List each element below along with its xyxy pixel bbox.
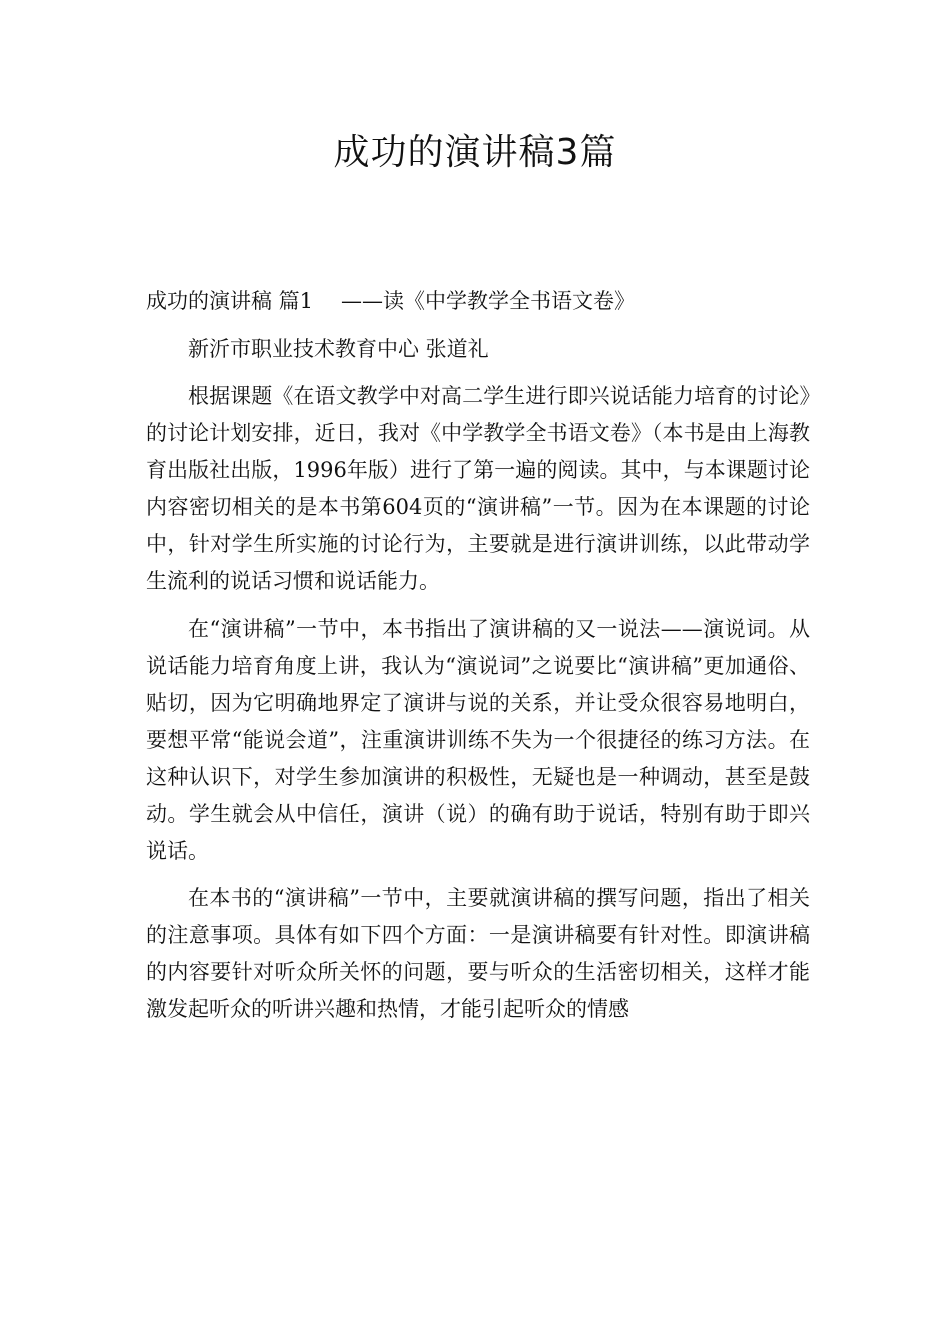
document-body bbox=[146, 283, 810, 1039]
author-line: 新沂市职业技术教育中心 张道礼 bbox=[188, 336, 489, 361]
document-title: 成功的演讲稿3篇 bbox=[333, 132, 617, 173]
section-heading bbox=[146, 283, 810, 320]
paragraph-2: 在“演讲稿”一节中，本书指出了演讲稿的又一说法——演说词。从说话能力培育角度上讲，我认为“演说词”之说要比“演讲稿”更加通俗、贴切，因为它明确地界定了演讲与说的关系，并让受众很容易地明白，要想平常“能说会道”，注重演讲训练不失为一个很捷径的练习方法。在这种认识下，对学生参加演讲的积极性，无疑也是一种调动，甚至是鼓动。学生就会从中信任，演讲（说）的确有助于说话，特别有助于即兴说话。 bbox=[146, 616, 810, 863]
paragraph-1: 根据课题《在语文教学中对高二学生进行即兴说话能力培育的讨论》的讨论计划安排，近日，我对《中学教学全书语文卷》（本书是由上海教育出版社出版，1996年版）进行了第一遍的阅读。其中，与本课题讨论内容密切相关的是本书第604页的“演讲稿”一节。因为在本课题的讨论中，针对学生所实施的讨论行为，主要就是进行演讲训练，以此带动学生流利的说话习惯和说话能力。 bbox=[146, 384, 810, 594]
section-heading-label: 成功的演讲稿 篇1 bbox=[146, 289, 314, 313]
section-heading-subtitle: ——读《中学教学全书语文卷》 bbox=[341, 289, 636, 313]
paragraph-3: 在本书的“演讲稿”一节中，主要就演讲稿的撰写问题，指出了相关的注意事项。具体有如下四个方面：一是演讲稿要有针对性。即演讲稿的内容要针对听众所关怀的问题，要与听众的生活密切相关，这样才能激发起听众的听讲兴趣和热情，才能引起听众的情感 bbox=[146, 886, 810, 1022]
